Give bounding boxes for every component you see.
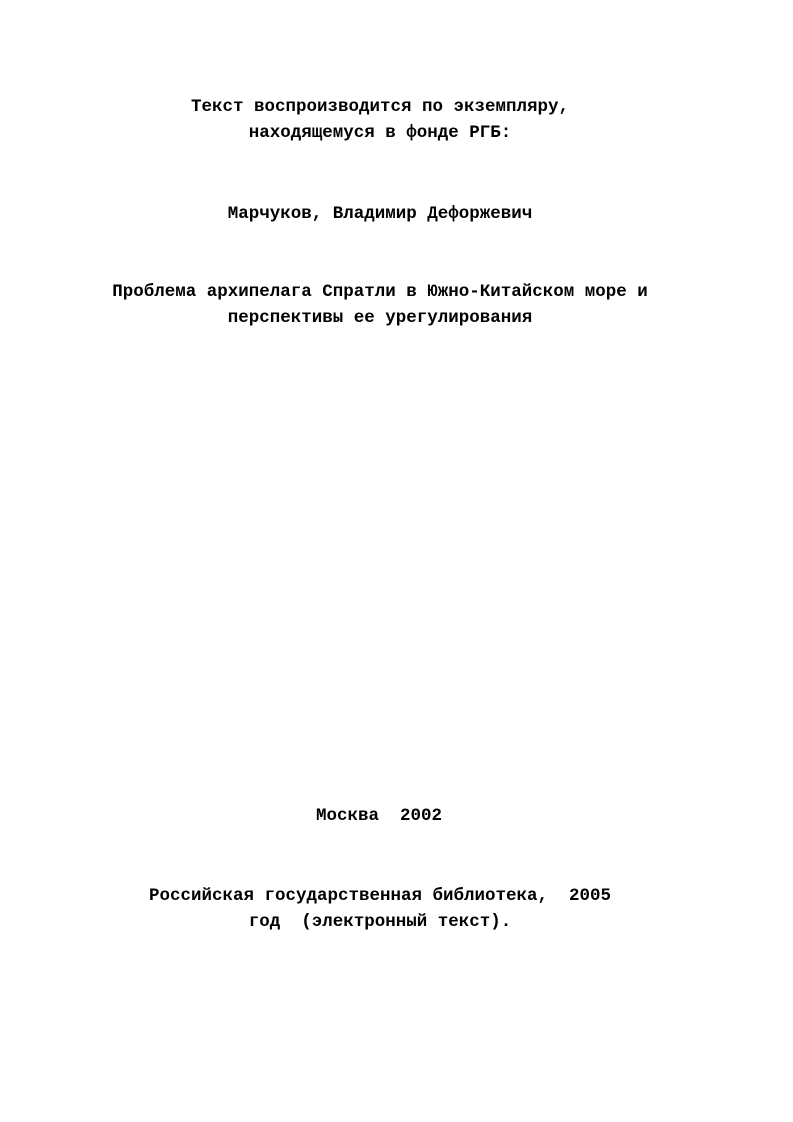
reproduction-notice-line-1: Текст воспроизводится по экземпляру,: [190, 97, 570, 117]
library-note-line-1: Российская государственная библиотека, 2005: [148, 886, 612, 906]
reproduction-notice-line-2: находящемуся в фонде РГБ:: [248, 123, 512, 143]
author-name: Марчуков, Владимир Дефоржевич: [227, 204, 533, 224]
library-note-line-2: год (электронный текст).: [248, 912, 512, 932]
document-title-line-1: Проблема архипелага Спратли в Южно-Китайском море и: [112, 282, 648, 302]
document-title-line-2: перспективы ее урегулирования: [227, 308, 533, 328]
imprint-place-year: Москва 2002: [315, 806, 443, 826]
